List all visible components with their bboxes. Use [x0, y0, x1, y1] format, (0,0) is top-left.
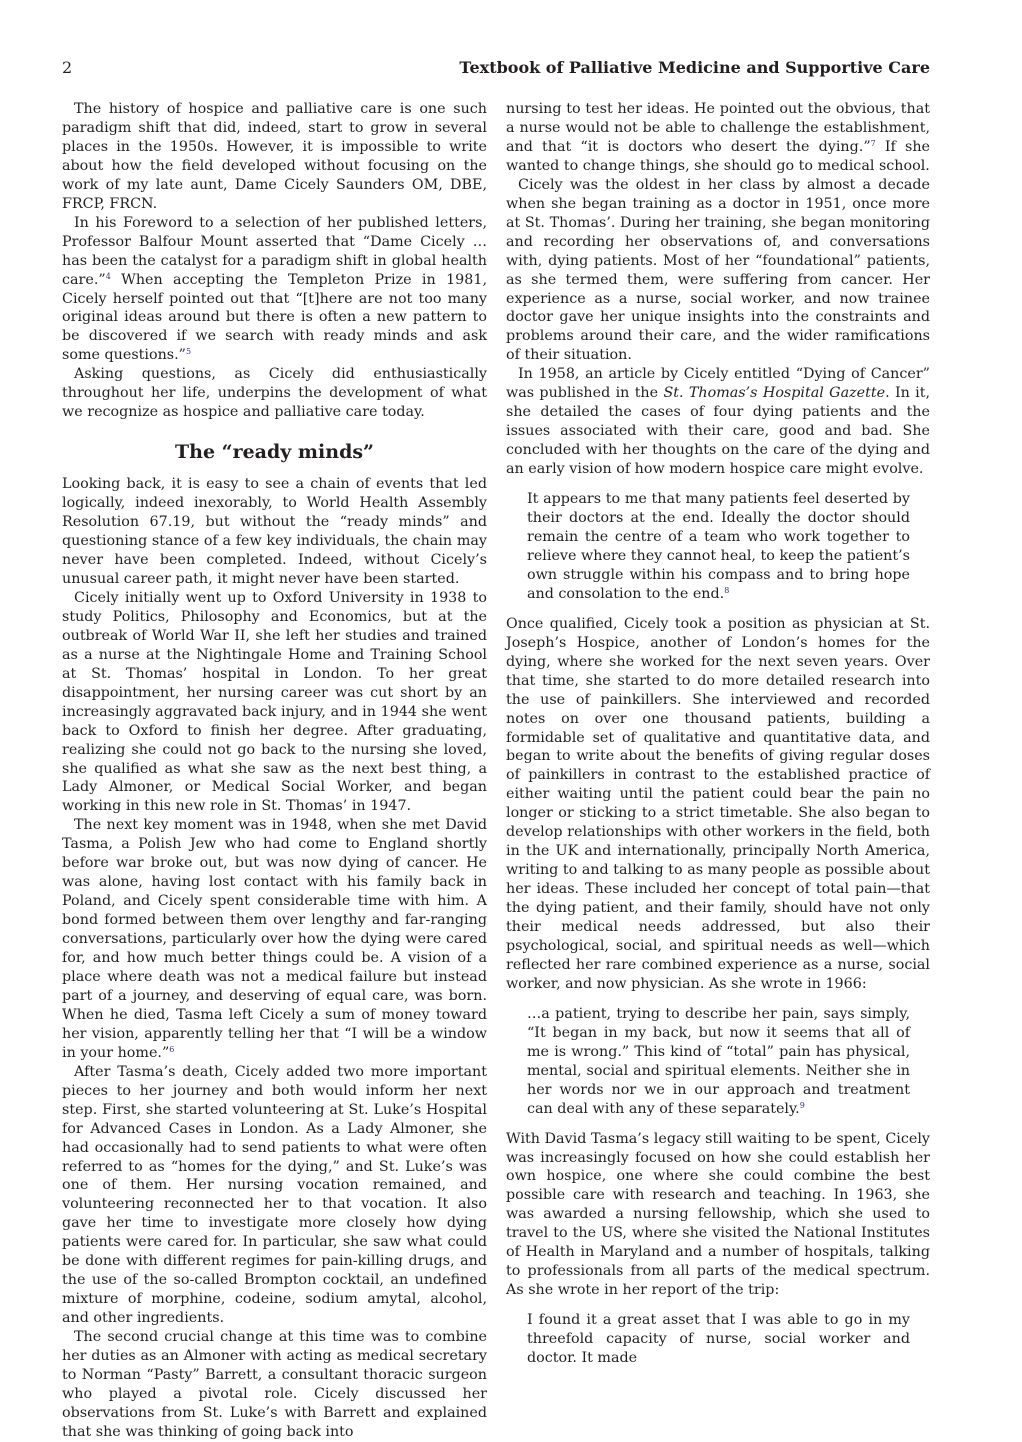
page-number: 2 [62, 58, 73, 77]
paragraph-text: nursing to test her ideas. He pointed out the obvious, that a nurse would not be able to challenge the establishment, and that “it is doctors who desert the dying.” [506, 101, 930, 155]
paragraph: Looking back, it is easy to see a chain of events that led logically, indeed inexorably, to World Health Assembly Resolution 67.19, but without the “ready minds” and questioning stance of a few key individuals, the chain may never have been completed. Indeed, without Cicely’s unusual career path, it might never have been started. [62, 476, 487, 587]
footnote-ref[interactable]: 7 [870, 138, 876, 148]
running-title: Textbook of Palliative Medicine and Supportive Care [459, 58, 930, 77]
paragraph [62, 214, 487, 366]
footnote-ref[interactable]: 5 [186, 347, 192, 357]
paragraph [506, 365, 930, 479]
paragraph-text: When accepting the Templeton Prize in 1981, Cicely herself pointed out that “[t]here are not too many original ideas around but there is often a new pattern to be discovered if we search with ready minds and ask some questions.” [62, 271, 487, 364]
footnote-ref[interactable]: 6 [169, 1044, 175, 1054]
paragraph [62, 816, 487, 1062]
paragraph-text: If she wanted to change things, she should go to medical school. [506, 138, 930, 174]
left-column [62, 100, 487, 1442]
paragraph-text: The next key moment was in 1948, when she met David Tasma, a Polish Jew who had come to England shortly before war broke out, but was now dying of cancer. He was alone, having lost contact with his family back in Poland, and Cicely spent considerable time with him. A bond formed between them over lengthy and far-ranging conversations, particularly over how the dying were cared for, and how much better things could be. A vision of a place where death was not a medical failure but instead part of a journey, and deserving of equal care, was born. When he died, Tasma left Cicely a sum of money toward her vision, apparently telling her that “I will be a window in your home.” [62, 817, 487, 1061]
paragraph-text: . In it, she detailed the cases of four dying patients and the issues associated with their care, good and bad. She concluded with her thoughts on the care of the dying and an early vision of how modern hospice care might evolve. [506, 385, 930, 478]
footnote-ref[interactable]: 4 [105, 271, 111, 281]
paragraph: Cicely initially went up to Oxford University in 1938 to study Politics, Philosophy and Economics, but at the outbreak of World War II, she left her studies and trained as a nurse at the Nightingale Home and Training School at St. Thomas’ hospital in London. To her great disappointment, her nursing career was cut short by an increasingly aggravated back injury, and in 1944 she went back to Oxford to finish her degree. After graduating, realizing she could not go back to the nursing she loved, she qualified as what she saw as the next best thing, a Lady Almoner, or Medical Social Worker, and began working in this new role in St. Thomas’ in 1947. [62, 589, 487, 815]
right-column [506, 100, 930, 1379]
section-heading: The “ready minds” [175, 441, 374, 464]
block-quote [527, 1005, 910, 1119]
quote-text: I found it a great asset that I was able to go in my threefold capacity of nurse, social worker and doctor. It made [527, 1312, 910, 1367]
quote-text [527, 490, 910, 604]
paragraph [506, 100, 930, 176]
paragraph: With David Tasma’s legacy still waiting to be spent, Cicely was increasingly focused on how she could establish her own hospice, one where she could combine the best possible care with research and teaching. In 1963, she was awarded a nursing fellowship, which she used to travel to the US, where she visited the National Institutes of Health in Maryland and a number of hospitals, talking to professionals from all parts of the medical spectrum. As she wrote in her report of the trip: [506, 1130, 930, 1299]
journal-title: St. Thomas’s Hospital Gazette [663, 385, 886, 402]
paragraph: Once qualified, Cicely took a position as physician at St. Joseph’s Hospice, another of London’s homes for the dying, where she worked for the next seven years. Over that time, she started to do more detailed research into the use of painkillers. She interviewed and recorded notes on over one thousand patients, building a formidable set of qualitative and quantitative data, and began to write about the benefits of giving regular doses of painkillers in contrast to the established practice of either waiting until the patient could bear the pain no longer or sticking to a strict timetable. She also began to develop relationships with other workers in the field, both in the UK and internationally, principally North America, writing to and talking to as many people as possible about her ideas. These included her concept of total pain—that the dying patient, and their family, should have not only their medical needs addressed, but also their psychological, social, and spiritual needs as well—which reflected her rare combined experience as a nurse, social worker, and now physician. As she wrote in 1966: [506, 615, 930, 992]
block-quote [527, 490, 910, 604]
paragraph-text: In his Foreword to a selection of her published letters, Professor Balfour Mount asserted that “Dame Cicely … has been the catalyst for a paradigm shift in global health care.” [62, 214, 487, 288]
paragraph: The history of hospice and palliative care is one such paradigm shift that did, indeed, start to grow in several places in the 1950s. However, it is impossible to write about how the field developed without focusing on the work of my late aunt, Dame Cicely Saunders OM, DBE, FRCP, FRCN. [62, 101, 487, 212]
block-quote [527, 1311, 910, 1368]
paragraph: After Tasma’s death, Cicely added two more important pieces to her journey and both would inform her next step. First, she started volunteering at St. Luke’s Hospital for Advanced Cases in London. As a Lady Almoner, she had occasionally had to send patients to what were often referred to as “homes for the dying,” and St. Luke’s was one of them. Her nursing vocation remained, and volunteering reconnected her to that vocation. It also gave her time to investigate more closely how dying patients were cared for. In particular, she saw what could be done with different regimes for pain-killing drugs, and the use of the so-called Brompton cocktail, an undefined mixture of morphine, codeine, sodium amytal, alcohol, and other ingredients. [62, 1063, 487, 1327]
paragraph: Asking questions, as Cicely did enthusiastically throughout her life, underpins the development of what we recognize as hospice and palliative care today. [62, 366, 487, 421]
quote-body: It appears to me that many patients feel deserted by their doctors at the end. Ideally the doctor should remain the centre of a team who work together to relieve where they cannot heal, to keep the patient’s own struggle within his compass and to bring hope and consolation to the end. [527, 491, 910, 602]
paragraph: Cicely was the oldest in her class by almost a decade when she began training as a doctor in 1951, once more at St. Thomas’. During her training, she began monitoring and recording her observations of, and conversations with, dying patients. Most of her “foundational” patients, as she termed them, were suffering from cancer. Her experience as a nurse, social worker, and now trainee doctor gave her unique insights into the constraints and problems around their care, and the wider ramifications of their situation. [506, 176, 930, 364]
quote-body: …a patient, trying to describe her pain, says simply, “It began in my back, but now it seems that all of me is wrong.” This kind of “total” pain has physical, mental, social and spiritual elements. Neither she in her words nor we in our approach and treatment can deal with any of these separately. [527, 1005, 910, 1117]
paragraph: The second crucial change at this time was to combine her duties as an Almoner with acting as medical secretary to Norman “Pasty” Barrett, a consultant thoracic surgeon who played a pivotal role. Cicely discussed her observations from St. Luke’s with Barrett and explained that she was thinking of going back into [62, 1329, 487, 1440]
footnote-ref[interactable]: 9 [799, 1100, 805, 1110]
footnote-ref[interactable]: 8 [724, 585, 730, 595]
quote-text [527, 1005, 910, 1119]
paragraph-text: In 1958, an article by Cicely entitled “Dying of Cancer” was published in the [506, 366, 930, 402]
